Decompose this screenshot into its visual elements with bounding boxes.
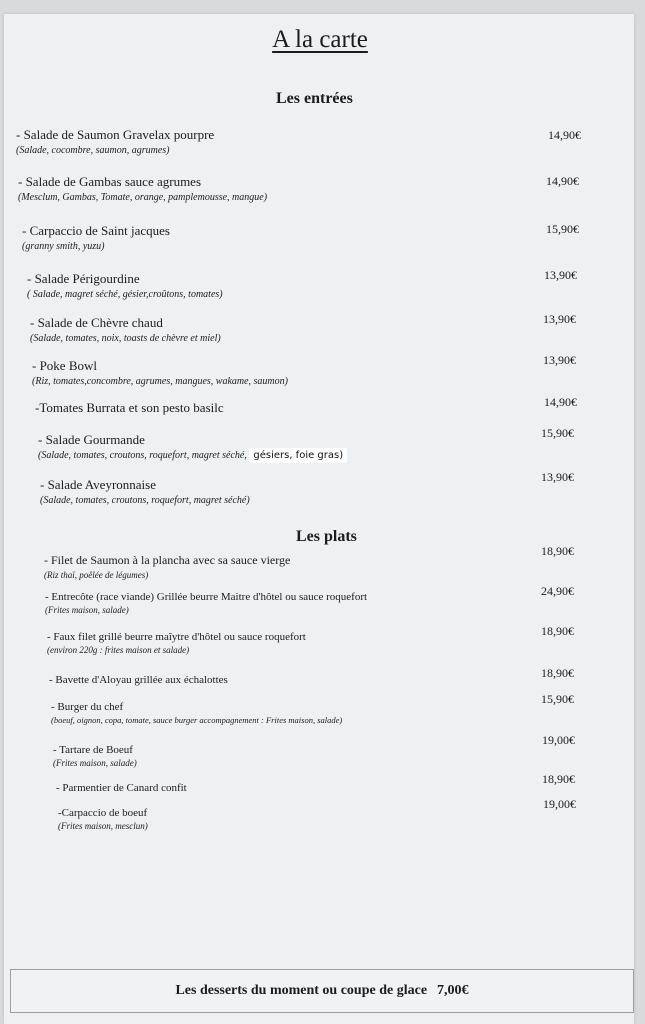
- item-price: 13,90€: [543, 353, 576, 367]
- item-price: 14,90€: [546, 174, 579, 188]
- item-name: - Poke Bowl: [32, 358, 97, 373]
- item-description: [38, 450, 347, 461]
- item-description: (Frites maison, salade): [45, 605, 129, 615]
- item-price: 15,90€: [546, 222, 579, 236]
- item-description: (Salade, cocombre, saumon, agrumes): [16, 145, 170, 156]
- item-name: -Tomates Burrata et son pesto basilc: [35, 400, 224, 415]
- item-price: 13,90€: [541, 470, 574, 484]
- item-name: -Carpaccio de boeuf: [58, 807, 148, 819]
- item-price: 18,90€: [541, 666, 574, 680]
- item-price: 18,90€: [542, 772, 575, 786]
- item-name: - Faux filet grillé beurre maîytre d'hôtel ou sauce roquefort: [47, 631, 306, 643]
- item-description: (boeuf, oignon, copa, tomate, sauce burger accompagnement : Frites maison, salade): [51, 715, 343, 725]
- item-price: 24,90€: [541, 584, 574, 598]
- item-name: - Salade de Gambas sauce agrumes: [18, 174, 202, 189]
- item-name: - Salade de Saumon Gravelax pourpre: [16, 127, 215, 142]
- item-name: - Salade Périgourdine: [27, 271, 140, 286]
- item-price: 14,90€: [548, 128, 581, 142]
- item-price: 13,90€: [543, 312, 576, 326]
- item-price: 14,90€: [544, 395, 577, 409]
- item-price: 18,90€: [541, 544, 574, 558]
- menu-item: [35, 400, 224, 416]
- item-price: 19,00€: [543, 797, 576, 811]
- item-name: - Tartare de Boeuf: [53, 744, 133, 756]
- item-price: 13,90€: [544, 268, 577, 282]
- desserts-box: [10, 969, 634, 1013]
- item-name: - Entrecôte (race viande) Grillée beurre Maitre d'hôtel ou sauce roquefort: [45, 591, 368, 603]
- menu-item: [16, 127, 214, 156]
- menu-item: [44, 553, 290, 580]
- desserts-text: Les desserts du moment ou coupe de glace: [175, 983, 428, 998]
- item-price: 15,90€: [541, 426, 574, 440]
- item-description: (granny smith, yuzu): [22, 241, 105, 252]
- item-name: - Parmentier de Canard confit: [56, 782, 187, 794]
- menu-item: [51, 701, 342, 725]
- page-title: A la carte: [272, 26, 368, 53]
- menu-item: [38, 432, 347, 461]
- menu-item: [53, 744, 137, 768]
- desserts-price: 7,00€: [437, 983, 469, 998]
- menu-item: [56, 782, 187, 794]
- item-description: ( Salade, magret séché, gésier,croûtons, tomates): [27, 289, 223, 300]
- item-name: - Burger du chef: [51, 701, 124, 713]
- menu-item: [30, 315, 221, 344]
- handwritten-note: gésiers, foie gras): [249, 448, 347, 463]
- section-heading-plats: Les plats: [296, 528, 357, 545]
- item-name: - Salade de Chèvre chaud: [30, 315, 163, 330]
- menu-item: [47, 631, 306, 655]
- menu-item: [58, 807, 148, 831]
- menu-item: [18, 174, 267, 203]
- section-heading-entrees: Les entrées: [276, 90, 353, 107]
- item-description: (Frites maison, mesclun): [58, 821, 148, 831]
- menu-item: [40, 477, 250, 506]
- item-description: (Riz thaï, poêlée de légumes): [44, 570, 149, 580]
- item-name: - Salade Aveyronnaise: [40, 477, 156, 492]
- item-description: (Riz, tomates,concombre, agrumes, mangues, wakame, saumon): [32, 376, 288, 387]
- item-description: (Salade, tomates, croutons, roquefort, magret séché): [40, 495, 250, 506]
- item-name: - Filet de Saumon à la plancha avec sa sauce vierge: [44, 553, 291, 567]
- item-description: (Frites maison, salade): [53, 758, 137, 768]
- item-description: (Salade, tomates, noix, toasts de chèvre et miel): [30, 333, 221, 344]
- item-price: 15,90€: [541, 692, 574, 706]
- menu-sheet: [4, 14, 634, 1024]
- menu-item: [45, 591, 367, 615]
- item-description: (Mesclum, Gambas, Tomate, orange, pamplemousse, mangue): [18, 192, 268, 203]
- item-price: 18,90€: [541, 624, 574, 638]
- item-description-text: (Salade, tomates, croutons, roquefort, magret séché,: [38, 450, 247, 461]
- item-name: - Salade Gourmande: [38, 432, 145, 447]
- menu-item: [27, 271, 223, 300]
- menu-item: [32, 358, 288, 387]
- item-price: 19,00€: [542, 733, 575, 747]
- item-description: (environ 220g : frites maison et salade): [47, 645, 190, 655]
- item-name: - Carpaccio de Saint jacques: [22, 223, 170, 238]
- menu-item: [22, 223, 170, 252]
- menu-item: [49, 674, 228, 686]
- item-name: - Bavette d'Aloyau grillée aux échalottes: [49, 674, 228, 686]
